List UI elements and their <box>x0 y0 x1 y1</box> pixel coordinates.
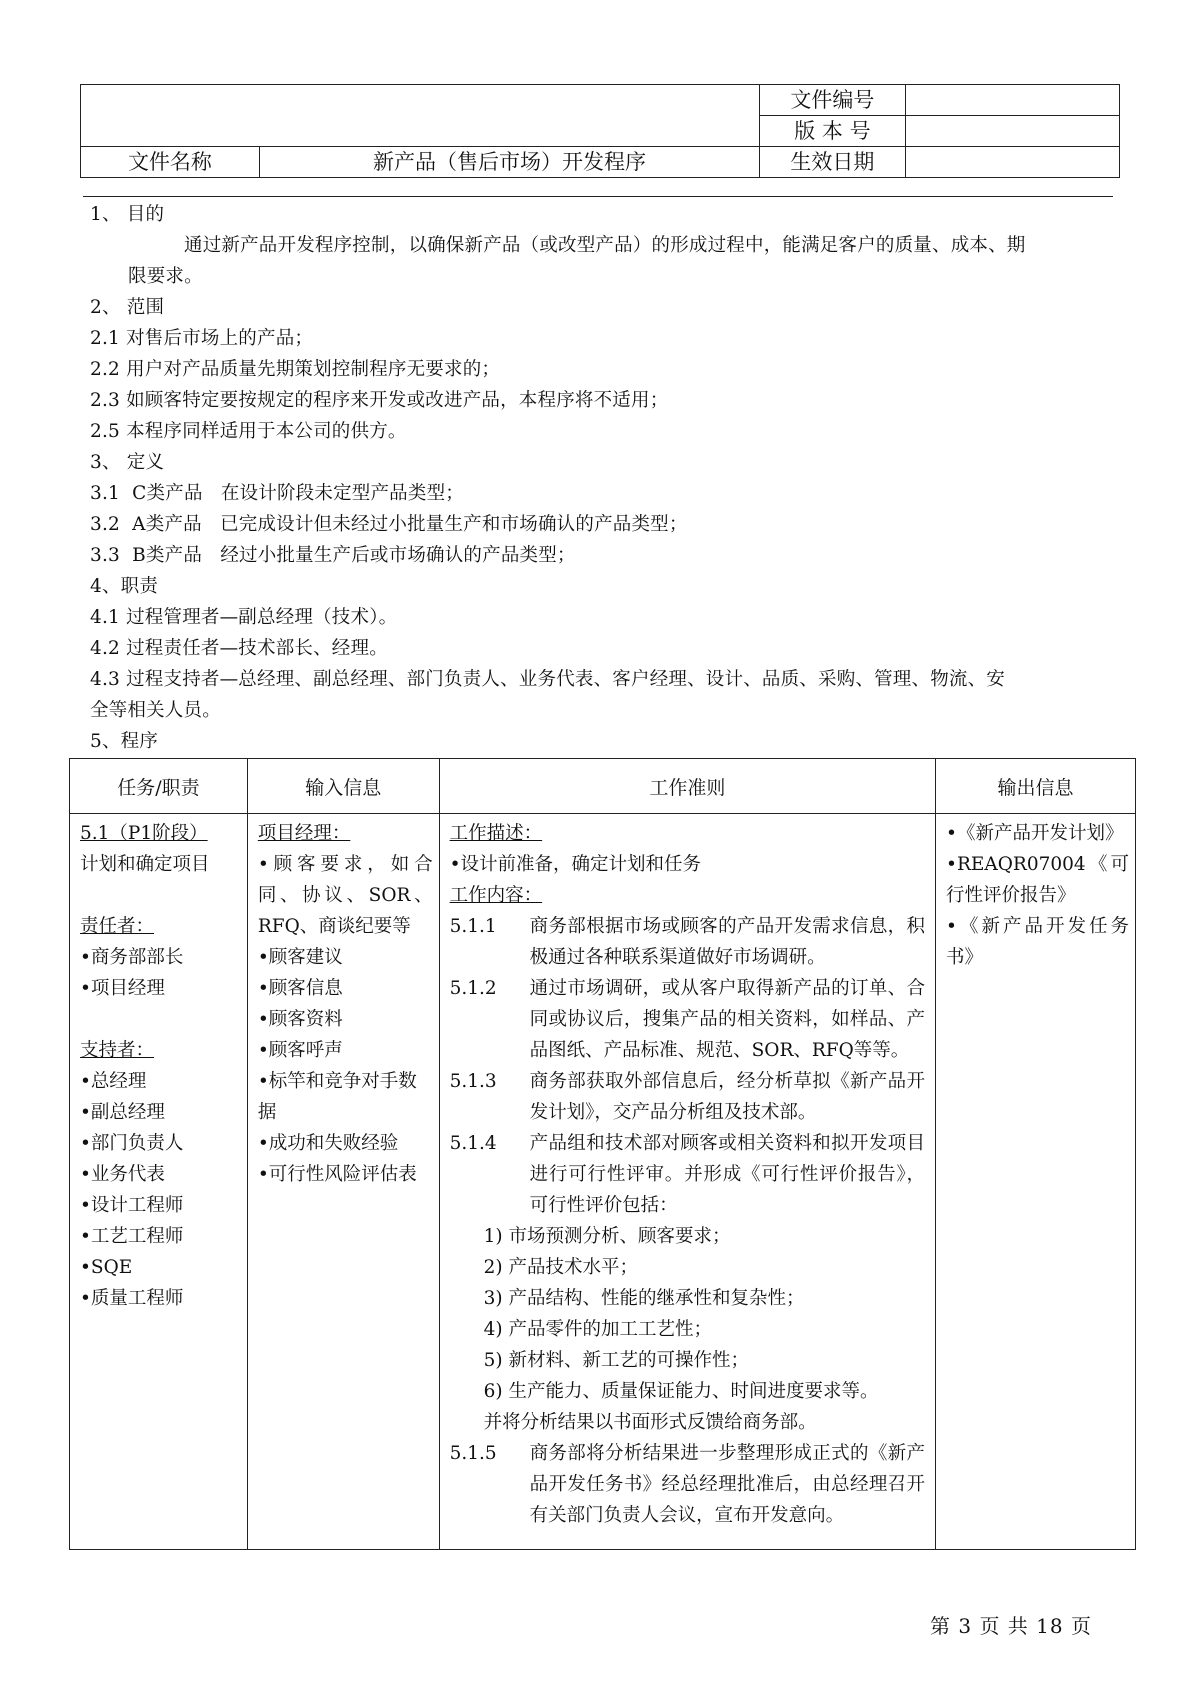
column-header-task: 任务/职责 <box>70 759 248 814</box>
input-item: •可行性风险评估表 <box>257 1164 417 1185</box>
clause-number: 5.1.5 <box>449 1443 497 1464</box>
file-name-label: 文件名称 <box>81 147 260 178</box>
input-item: •顾客资料 <box>257 1009 343 1030</box>
input-item: •顾客呼声 <box>257 1040 343 1061</box>
input-item: •顾客信息 <box>257 978 343 999</box>
evaluation-item: 2) 产品技术水平； <box>483 1257 638 1278</box>
section-definition-heading: 3、 定义 <box>90 452 165 473</box>
clause-5-1-3 <box>450 1066 925 1128</box>
scope-2-3: 2.3 如顾客特定要按规定的程序来开发或改进产品，本程序将不适用； <box>90 390 669 411</box>
effective-date-label: 生效日期 <box>760 147 906 178</box>
support-item: •副总经理 <box>80 1102 165 1123</box>
input-cell <box>247 814 439 1550</box>
duty-4-3-line1: 4.3 过程支持者—总经理、副总经理、部门负责人、业务代表、客户经理、设计、品质、采购、管理、物流、安 <box>90 669 1006 690</box>
support-item: •设计工程师 <box>80 1195 184 1216</box>
work-description: •设计前准备，确定计划和任务 <box>449 854 702 875</box>
clause-number: 5.1.3 <box>449 1071 497 1092</box>
purpose-text-line1: 通过新产品开发程序控制，以确保新产品（或改型产品）的形成过程中，能满足客户的质量、成本、期 <box>184 235 1026 256</box>
file-no-label: 文件编号 <box>760 85 906 116</box>
evaluation-feedback: 并将分析结果以书面形式反馈给商务部。 <box>483 1412 817 1433</box>
output-item: •REAQR07004《可行性评价报告》 <box>946 854 1129 906</box>
definition-3-1: 3.1 C类产品 在设计阶段未定型产品类型； <box>90 483 464 504</box>
column-header-criteria: 工作准则 <box>439 759 935 814</box>
clause-text: 产品组和技术部对顾客或相关资料和拟开发项目进行可行性评审。并形成《可行性评价报告》，可行性评价包括： <box>529 1133 926 1216</box>
purpose-text-line2: 限要求。 <box>128 266 203 287</box>
evaluation-item: 4) 产品零件的加工工艺性； <box>483 1319 712 1340</box>
support-label: 支持者： <box>80 1040 155 1061</box>
file-no-value <box>905 85 1119 116</box>
task-cell <box>70 814 248 1550</box>
clause-number: 5.1.2 <box>449 978 497 999</box>
responsible-item: •商务部部长 <box>80 947 184 968</box>
clause-text: 商务部将分析结果进一步整理形成正式的《新产品开发任务书》经总经理批准后，由总经理召开有关部门负责人会议，宣布开发意向。 <box>529 1443 926 1526</box>
effective-date-value <box>905 147 1119 178</box>
clause-text: 商务部根据市场或顾客的产品开发需求信息，积极通过各种联系渠道做好市场调研。 <box>529 916 926 968</box>
section-scope-heading: 2、 范围 <box>90 297 165 318</box>
input-item: •标竿和竞争对手数据 <box>257 1071 417 1123</box>
duty-4-1: 4.1 过程管理者—副总经理（技术）。 <box>90 607 398 628</box>
clause-5-1-1 <box>450 911 925 973</box>
support-item: •业务代表 <box>80 1164 165 1185</box>
clause-number: 5.1.4 <box>449 1133 497 1154</box>
input-item: •顾客建议 <box>257 947 343 968</box>
evaluation-item: 3) 产品结构、性能的继承性和复杂性； <box>483 1288 805 1309</box>
file-name-value: 新产品（售后市场）开发程序 <box>259 147 759 178</box>
support-item: •总经理 <box>80 1071 147 1092</box>
support-item: •质量工程师 <box>80 1288 184 1309</box>
column-header-input: 输入信息 <box>247 759 439 814</box>
scope-2-5: 2.5 本程序同样适用于本公司的供方。 <box>90 421 407 442</box>
duty-4-3-line2: 全等相关人员。 <box>90 700 221 721</box>
responsible-label: 责任者： <box>80 916 155 937</box>
document-header-table <box>80 84 1120 178</box>
scope-2-1: 2.1 对售后市场上的产品； <box>90 328 314 349</box>
input-owner-label: 项目经理： <box>257 823 351 844</box>
support-item: •部门负责人 <box>80 1133 184 1154</box>
header-divider <box>83 196 1113 197</box>
column-header-output: 输出信息 <box>936 759 1136 814</box>
evaluation-item: 1) 市场预测分析、顾客要求； <box>483 1226 731 1247</box>
clause-5-1-4 <box>450 1128 925 1221</box>
clause-5-1-5 <box>450 1438 925 1531</box>
output-cell <box>936 814 1136 1550</box>
scope-2-2: 2.2 用户对产品质量先期策划控制程序无要求的； <box>90 359 501 380</box>
header-blank <box>81 85 760 147</box>
section-procedure-heading: 5、程序 <box>90 731 159 752</box>
duty-4-2: 4.2 过程责任者—技术部长、经理。 <box>90 638 388 659</box>
output-item: •《新产品开发计划》 <box>946 823 1124 844</box>
responsible-item: •项目经理 <box>80 978 165 999</box>
work-description-label: 工作描述： <box>449 823 543 844</box>
support-item: •工艺工程师 <box>80 1226 184 1247</box>
input-item: •成功和失败经验 <box>257 1133 399 1154</box>
input-item: •顾客要求，如合同、协议、SOR、RFQ、商谈纪要等 <box>257 854 433 937</box>
work-content-label: 工作内容： <box>449 885 543 906</box>
clause-text: 通过市场调研，或从客户取得新产品的订单、合同或协议后，搜集产品的相关资料，如样品、产品图纸、产品标准、规范、SOR、RFQ等等。 <box>529 978 926 1061</box>
section-duties-heading: 4、职责 <box>90 576 159 597</box>
evaluation-item: 6) 生产能力、质量保证能力、时间进度要求等。 <box>483 1381 879 1402</box>
clause-5-1-2 <box>450 973 925 1066</box>
support-item: •SQE <box>80 1257 133 1278</box>
procedure-table <box>69 758 1136 1550</box>
clause-number: 5.1.1 <box>449 916 497 937</box>
version-label: 版 本 号 <box>760 116 906 147</box>
definition-3-2: 3.2 A类产品 已完成设计但未经过小批量生产和市场确认的产品类型； <box>90 514 688 535</box>
evaluation-item: 5) 新材料、新工艺的可操作性； <box>483 1350 749 1371</box>
output-item: •《新产品开发任务书》 <box>946 916 1129 968</box>
task-title: 计划和确定项目 <box>80 854 210 875</box>
criteria-cell <box>439 814 935 1550</box>
definition-3-3: 3.3 B类产品 经过小批量生产后或市场确认的产品类型； <box>90 545 576 566</box>
page-number: 第 3 页 共 18 页 <box>930 1614 1092 1638</box>
version-value <box>905 116 1119 147</box>
stage-label: 5.1（P1阶段） <box>80 823 208 844</box>
clause-text: 商务部获取外部信息后，经分析草拟《新产品开发计划》，交产品分析组及技术部。 <box>529 1071 926 1123</box>
section-purpose-heading: 1、 目的 <box>90 204 165 225</box>
